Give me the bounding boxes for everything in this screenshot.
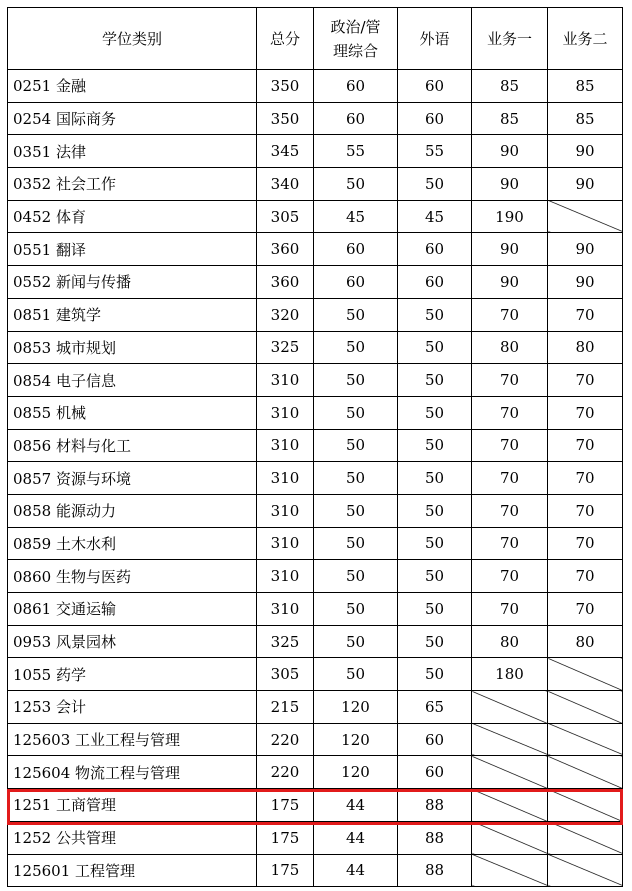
- cell-s2: 80: [548, 331, 623, 364]
- cell-name: 0953 风景园林: [8, 625, 257, 658]
- table-row: [8, 233, 623, 266]
- cell-s1: 85: [472, 70, 548, 103]
- cell-s1: 80: [472, 625, 548, 658]
- cell-politics: 60: [314, 70, 398, 103]
- cell-s2: [548, 200, 623, 233]
- cell-name: 1253 会计: [8, 691, 257, 724]
- cell-s1: [472, 789, 548, 822]
- cell-s1: 70: [472, 298, 548, 331]
- cell-name: 0861 交通运输: [8, 593, 257, 626]
- cell-name: 0856 材料与化工: [8, 429, 257, 462]
- table-row: [8, 494, 623, 527]
- cell-s1: [472, 691, 548, 724]
- table-row: [8, 298, 623, 331]
- cell-politics: 44: [314, 789, 398, 822]
- cell-politics: 50: [314, 168, 398, 201]
- header-subject1: 业务一: [472, 8, 548, 70]
- cell-total: 175: [257, 789, 314, 822]
- cell-language: 60: [398, 70, 472, 103]
- header-language: 外语: [398, 8, 472, 70]
- cell-language: 50: [398, 429, 472, 462]
- cell-politics: 50: [314, 625, 398, 658]
- cell-s2: 80: [548, 625, 623, 658]
- cell-name: 0452 体育: [8, 200, 257, 233]
- table-row: [8, 625, 623, 658]
- table-row: [8, 560, 623, 593]
- cell-s2: [548, 723, 623, 756]
- cell-language: 50: [398, 625, 472, 658]
- cell-total: 310: [257, 364, 314, 397]
- table-row: [8, 364, 623, 397]
- cell-s2: 90: [548, 168, 623, 201]
- cell-politics: 120: [314, 756, 398, 789]
- header-total: 总分: [257, 8, 314, 70]
- cell-language: 50: [398, 560, 472, 593]
- cell-language: 50: [398, 298, 472, 331]
- cell-language: 60: [398, 102, 472, 135]
- cell-politics: 55: [314, 135, 398, 168]
- cell-politics: 50: [314, 593, 398, 626]
- cell-s2: [548, 854, 623, 887]
- cell-total: 310: [257, 560, 314, 593]
- cell-language: 60: [398, 756, 472, 789]
- cell-total: 325: [257, 625, 314, 658]
- table-row: [8, 429, 623, 462]
- cell-s2: 85: [548, 70, 623, 103]
- cell-total: 350: [257, 102, 314, 135]
- cell-total: 305: [257, 200, 314, 233]
- cell-politics: 50: [314, 560, 398, 593]
- cell-politics: 50: [314, 331, 398, 364]
- cell-total: 320: [257, 298, 314, 331]
- cell-s1: 70: [472, 396, 548, 429]
- cell-total: 310: [257, 396, 314, 429]
- cell-s2: 70: [548, 396, 623, 429]
- cell-politics: 50: [314, 364, 398, 397]
- cell-politics: 60: [314, 266, 398, 299]
- cell-s1: 180: [472, 658, 548, 691]
- cell-politics: 50: [314, 462, 398, 495]
- cell-s2: 90: [548, 233, 623, 266]
- cell-total: 310: [257, 527, 314, 560]
- cell-name: 125603 工业工程与管理: [8, 723, 257, 756]
- cell-total: 310: [257, 593, 314, 626]
- cell-s1: 90: [472, 266, 548, 299]
- cell-s1: 70: [472, 462, 548, 495]
- cell-name: 1055 药学: [8, 658, 257, 691]
- table-row: [8, 658, 623, 691]
- cell-politics: 60: [314, 233, 398, 266]
- cell-language: 50: [398, 396, 472, 429]
- cell-name: 1251 工商管理: [8, 789, 257, 822]
- cell-s1: [472, 723, 548, 756]
- cell-politics: 45: [314, 200, 398, 233]
- cell-s1: 90: [472, 168, 548, 201]
- cell-language: 50: [398, 364, 472, 397]
- cell-name: 0857 资源与环境: [8, 462, 257, 495]
- table-row: [8, 200, 623, 233]
- cell-s1: 70: [472, 560, 548, 593]
- cell-s1: 70: [472, 593, 548, 626]
- cell-total: 175: [257, 854, 314, 887]
- table-row: [8, 723, 623, 756]
- cell-total: 220: [257, 756, 314, 789]
- cell-name: 0254 国际商务: [8, 102, 257, 135]
- cell-s1: [472, 821, 548, 854]
- cell-politics: 60: [314, 102, 398, 135]
- cell-name: 0351 法律: [8, 135, 257, 168]
- cell-name: 0551 翻译: [8, 233, 257, 266]
- cell-language: 50: [398, 494, 472, 527]
- table-row: [8, 691, 623, 724]
- cell-total: 325: [257, 331, 314, 364]
- cell-name: 125601 工程管理: [8, 854, 257, 887]
- cell-s1: 70: [472, 494, 548, 527]
- cell-language: 60: [398, 723, 472, 756]
- table-row: [8, 756, 623, 789]
- table-row: [8, 527, 623, 560]
- header-politics-line2: 理综合: [332, 41, 378, 60]
- cell-politics: 50: [314, 396, 398, 429]
- cell-total: 340: [257, 168, 314, 201]
- cell-language: 88: [398, 821, 472, 854]
- cell-name: 125604 物流工程与管理: [8, 756, 257, 789]
- table-row: [8, 70, 623, 103]
- cell-s2: [548, 691, 623, 724]
- cell-total: 175: [257, 821, 314, 854]
- cell-name: 0853 城市规划: [8, 331, 257, 364]
- table-header-row: [8, 8, 623, 70]
- cell-language: 60: [398, 233, 472, 266]
- cell-politics: 44: [314, 821, 398, 854]
- table-row: [8, 135, 623, 168]
- header-category: 学位类别: [8, 8, 257, 70]
- table-row: [8, 266, 623, 299]
- cell-s2: 70: [548, 527, 623, 560]
- cell-politics: 120: [314, 723, 398, 756]
- cell-s1: 190: [472, 200, 548, 233]
- cell-s2: 90: [548, 135, 623, 168]
- cell-language: 50: [398, 168, 472, 201]
- cell-politics: 50: [314, 429, 398, 462]
- cell-language: 50: [398, 462, 472, 495]
- cell-s1: [472, 756, 548, 789]
- cell-language: 60: [398, 266, 472, 299]
- cell-politics: 50: [314, 298, 398, 331]
- cell-language: 88: [398, 789, 472, 822]
- cell-total: 360: [257, 266, 314, 299]
- cell-language: 50: [398, 658, 472, 691]
- table-row: [8, 331, 623, 364]
- cell-s2: 70: [548, 298, 623, 331]
- cell-s2: 70: [548, 593, 623, 626]
- header-subject2: 业务二: [548, 8, 623, 70]
- cell-politics: 120: [314, 691, 398, 724]
- cell-s2: [548, 789, 623, 822]
- table-row: [8, 396, 623, 429]
- cell-name: 0352 社会工作: [8, 168, 257, 201]
- table-row: [8, 102, 623, 135]
- cell-language: 50: [398, 331, 472, 364]
- cell-total: 345: [257, 135, 314, 168]
- cell-s1: 70: [472, 364, 548, 397]
- cell-s2: 70: [548, 494, 623, 527]
- score-table: [7, 7, 623, 887]
- table-row: [8, 593, 623, 626]
- cell-name: 0855 机械: [8, 396, 257, 429]
- cell-language: 55: [398, 135, 472, 168]
- cell-s2: 90: [548, 266, 623, 299]
- cell-s2: [548, 658, 623, 691]
- cell-total: 310: [257, 494, 314, 527]
- cell-language: 45: [398, 200, 472, 233]
- cell-s2: 85: [548, 102, 623, 135]
- cell-name: 0851 建筑学: [8, 298, 257, 331]
- cell-s1: 70: [472, 527, 548, 560]
- cell-name: 0552 新闻与传播: [8, 266, 257, 299]
- cell-name: 0859 土木水利: [8, 527, 257, 560]
- cell-s2: [548, 756, 623, 789]
- table-row: [8, 854, 623, 887]
- cell-s1: 80: [472, 331, 548, 364]
- cell-language: 50: [398, 593, 472, 626]
- cell-name: 1252 公共管理: [8, 821, 257, 854]
- cell-s1: 90: [472, 135, 548, 168]
- cell-name: 0854 电子信息: [8, 364, 257, 397]
- cell-politics: 44: [314, 854, 398, 887]
- cell-name: 0858 能源动力: [8, 494, 257, 527]
- cell-politics: 50: [314, 527, 398, 560]
- cell-language: 65: [398, 691, 472, 724]
- cell-s2: 70: [548, 560, 623, 593]
- cell-politics: 50: [314, 658, 398, 691]
- cell-total: 310: [257, 429, 314, 462]
- cell-total: 215: [257, 691, 314, 724]
- cell-s2: [548, 821, 623, 854]
- table-row: [8, 462, 623, 495]
- cell-total: 360: [257, 233, 314, 266]
- table-row: [8, 789, 623, 822]
- cell-s2: 70: [548, 462, 623, 495]
- table-row: [8, 821, 623, 854]
- cell-s1: [472, 854, 548, 887]
- cell-name: 0251 金融: [8, 70, 257, 103]
- header-politics-line1: 政治/管: [330, 17, 381, 36]
- cell-s1: 70: [472, 429, 548, 462]
- cell-s2: 70: [548, 364, 623, 397]
- table-body: [8, 70, 623, 887]
- cell-language: 50: [398, 527, 472, 560]
- cell-s1: 90: [472, 233, 548, 266]
- cell-politics: 50: [314, 494, 398, 527]
- cell-s2: 70: [548, 429, 623, 462]
- cell-total: 305: [257, 658, 314, 691]
- cell-language: 88: [398, 854, 472, 887]
- cell-total: 220: [257, 723, 314, 756]
- table-row: [8, 168, 623, 201]
- header-politics: [314, 8, 398, 70]
- cell-total: 350: [257, 70, 314, 103]
- cell-name: 0860 生物与医药: [8, 560, 257, 593]
- cell-s1: 85: [472, 102, 548, 135]
- cell-total: 310: [257, 462, 314, 495]
